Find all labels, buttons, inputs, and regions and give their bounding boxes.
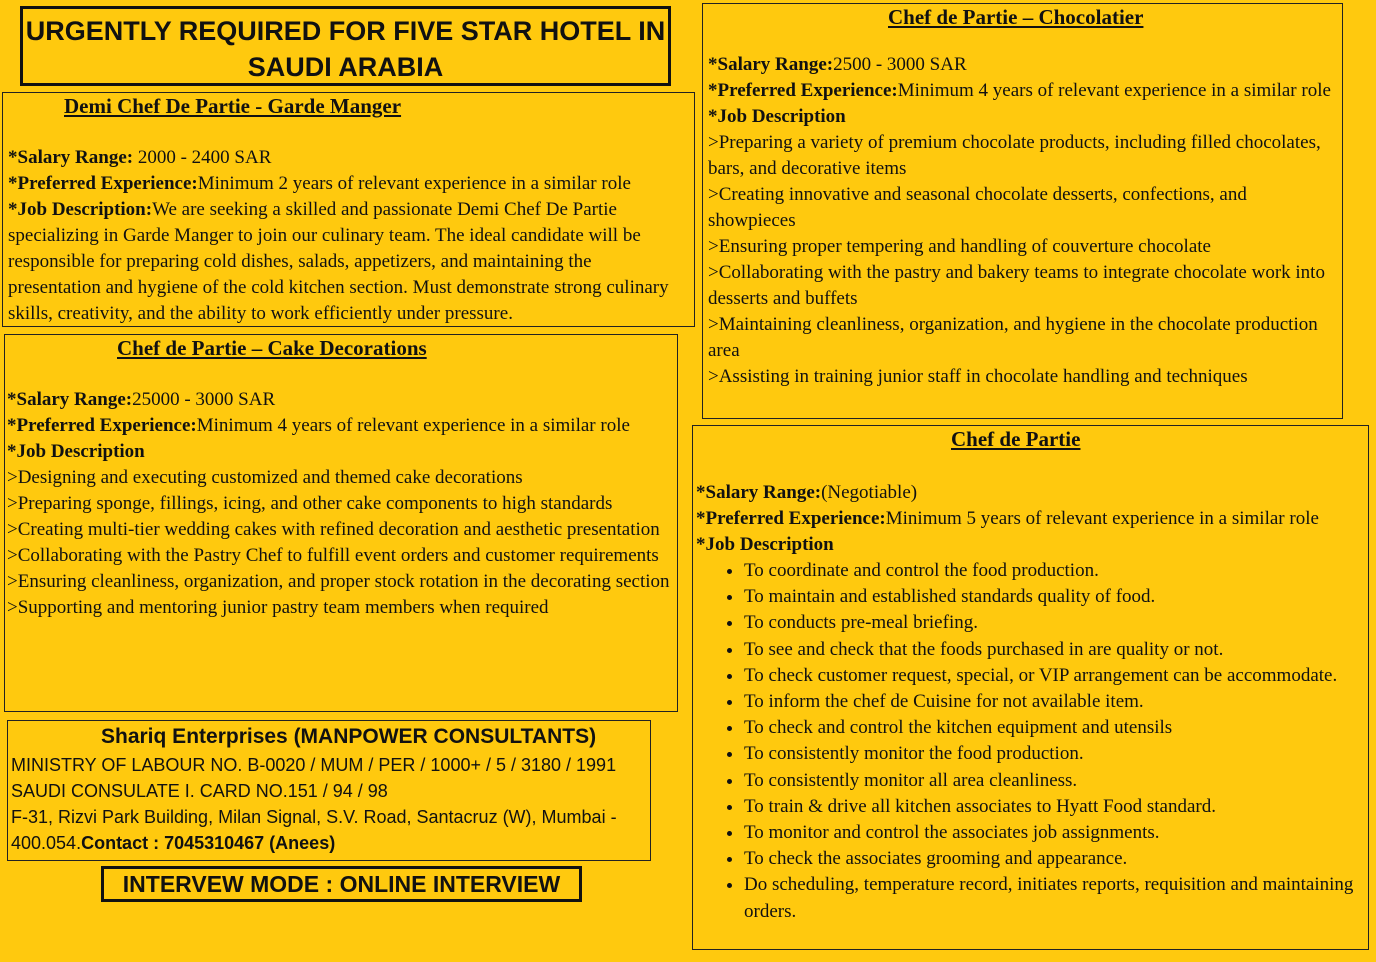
experience-value: Minimum 2 years of relevant experience in a similar role (197, 173, 631, 194)
job-card-chocolatier (702, 3, 1343, 419)
job-card-cake-decorations (4, 334, 678, 712)
duty-item: >Ensuring proper tempering and handling of couverture chocolate (708, 236, 1211, 257)
duty-list (696, 558, 1365, 925)
experience-value: Minimum 4 years of relevant experience in a similar role (196, 415, 630, 436)
description-line: *Job Description:We are seeking a skilled and passionate Demi Chef De Partie specializing in Garde Manger to join our culinary team. The ideal candidate will be responsible for preparing cold dishes, salads, appetizers, and maintaining the presentation and hygiene of the cold kitchen section. Must demonstrate strong culinary skills, creativity, and the ability to work efficiently under pressure. (8, 199, 669, 324)
duty-item: >Preparing a variety of premium chocolate products, including filled chocolates, bars, and decorative items (708, 132, 1321, 179)
salary-line: *Salary Range:(Negotiable) (696, 482, 918, 503)
experience-line: *Preferred Experience:Minimum 2 years of relevant experience in a similar role (8, 173, 631, 194)
salary-line: *Salary Range: 2000 - 2400 SAR (8, 147, 272, 168)
experience-line: *Preferred Experience:Minimum 5 years of relevant experience in a similar role (696, 508, 1319, 529)
duty-item: • To check the associates grooming and appearance. (744, 846, 1365, 872)
job-title: Chef de Partie (951, 427, 1081, 451)
headline-text: URGENTLY REQUIRED FOR FIVE STAR HOTEL IN SAUDI ARABIA (25, 16, 666, 82)
salary-value: (Negotiable) (821, 482, 918, 503)
duty-item: >Designing and executing customized and themed cake decorations (7, 467, 523, 488)
duty-item: >Creating innovative and seasonal chocolate desserts, confections, and showpieces (708, 184, 1247, 231)
duty-item: • To check and control the kitchen equipment and utensils (744, 715, 1365, 741)
headline-box (20, 6, 671, 86)
experience-line: *Preferred Experience:Minimum 4 years of relevant experience in a similar role (708, 80, 1331, 101)
duty-item: >Assisting in training junior staff in chocolate handling and techniques (708, 366, 1248, 387)
salary-value: 2000 - 2400 SAR (133, 147, 272, 168)
duty-item: • To conducts pre-meal briefing. (744, 610, 1365, 636)
description-heading: *Job Description (7, 441, 145, 462)
duty-item: • To train & drive all kitchen associates to Hyatt Food standard. (744, 794, 1365, 820)
consultant-name: Shariq Enterprises (MANPOWER CONSULTANTS) (101, 725, 597, 748)
description-heading: *Job Description (696, 534, 834, 555)
duty-item: • To check customer request, special, or VIP arrangement can be accommodate. (744, 663, 1365, 689)
duty-item: >Collaborating with the pastry and bakery teams to integrate chocolate work into desserts and buffets (708, 262, 1325, 309)
description-text: We are seeking a skilled and passionate Demi Chef De Partie specializing in Garde Manger to join our culinary team. The ideal candidate will be responsible for preparing cold dishes, salads, appetizers, and maintaining the presentation and hygiene of the cold kitchen section. Must demonstrate strong culinary skills, creativity, and the ability to work efficiently under pressure. (8, 199, 669, 324)
interview-mode-text: INTERVEW MODE : ONLINE INTERVIEW (122, 871, 561, 897)
experience-value: Minimum 4 years of relevant experience in a similar role (897, 80, 1331, 101)
salary-value: 2500 - 3000 SAR (833, 54, 967, 75)
ministry-line: MINISTRY OF LABOUR NO. B-0020 / MUM / PER / 1000+ / 5 / 3180 / 1991 (11, 755, 617, 775)
duty-item: >Maintaining cleanliness, organization, and hygiene in the chocolate production area (708, 314, 1318, 361)
duty-item: • To coordinate and control the food production. (744, 558, 1365, 584)
salary-line: *Salary Range:2500 - 3000 SAR (708, 54, 967, 75)
duty-item: • To maintain and established standards quality of food. (744, 584, 1365, 610)
consulate-line: SAUDI CONSULATE I. CARD NO.151 / 94 / 98 (11, 781, 388, 801)
duty-item: >Supporting and mentoring junior pastry team members when required (7, 597, 549, 618)
duty-item: • To consistently monitor the food production. (744, 741, 1365, 767)
description-heading: *Job Description (708, 106, 846, 127)
duty-item: • To see and check that the foods purchased in are quality or not. (744, 637, 1365, 663)
experience-line: *Preferred Experience:Minimum 4 years of relevant experience in a similar role (7, 415, 630, 436)
duty-item: • To consistently monitor all area cleanliness. (744, 768, 1365, 794)
job-card-garde-manger (2, 92, 695, 327)
job-title: Demi Chef De Partie - Garde Manger (64, 94, 402, 118)
duty-item: • Do scheduling, temperature record, initiates reports, requisition and maintaining orders. (744, 872, 1365, 924)
salary-value: 25000 - 3000 SAR (132, 389, 276, 410)
address-text: F-31, Rizvi Park Building, Milan Signal, S.V. Road, Santacruz (W), Mumbai - 400.054. (11, 807, 617, 853)
job-title: Chef de Partie – Chocolatier (888, 5, 1144, 29)
duty-item: • To inform the chef de Cuisine for not available item. (744, 689, 1365, 715)
experience-value: Minimum 5 years of relevant experience in a similar role (885, 508, 1319, 529)
salary-line: *Salary Range:25000 - 3000 SAR (7, 389, 276, 410)
contact-text: Contact : 7045310467 (Anees) (81, 833, 336, 853)
duty-item: >Collaborating with the Pastry Chef to fulfill event orders and customer requirements (7, 545, 659, 566)
job-card-chef-de-partie (692, 425, 1369, 950)
duty-item: • To monitor and control the associates job assignments. (744, 820, 1365, 846)
interview-mode-box (101, 866, 582, 902)
duty-item: >Ensuring cleanliness, organization, and proper stock rotation in the decorating section (7, 571, 670, 592)
address-line (11, 804, 647, 856)
job-title: Chef de Partie – Cake Decorations (117, 336, 427, 360)
duty-item: >Preparing sponge, fillings, icing, and other cake components to high standards (7, 493, 613, 514)
duty-item: >Creating multi-tier wedding cakes with refined decoration and aesthetic presentation (7, 519, 660, 540)
consultant-info (7, 720, 651, 861)
